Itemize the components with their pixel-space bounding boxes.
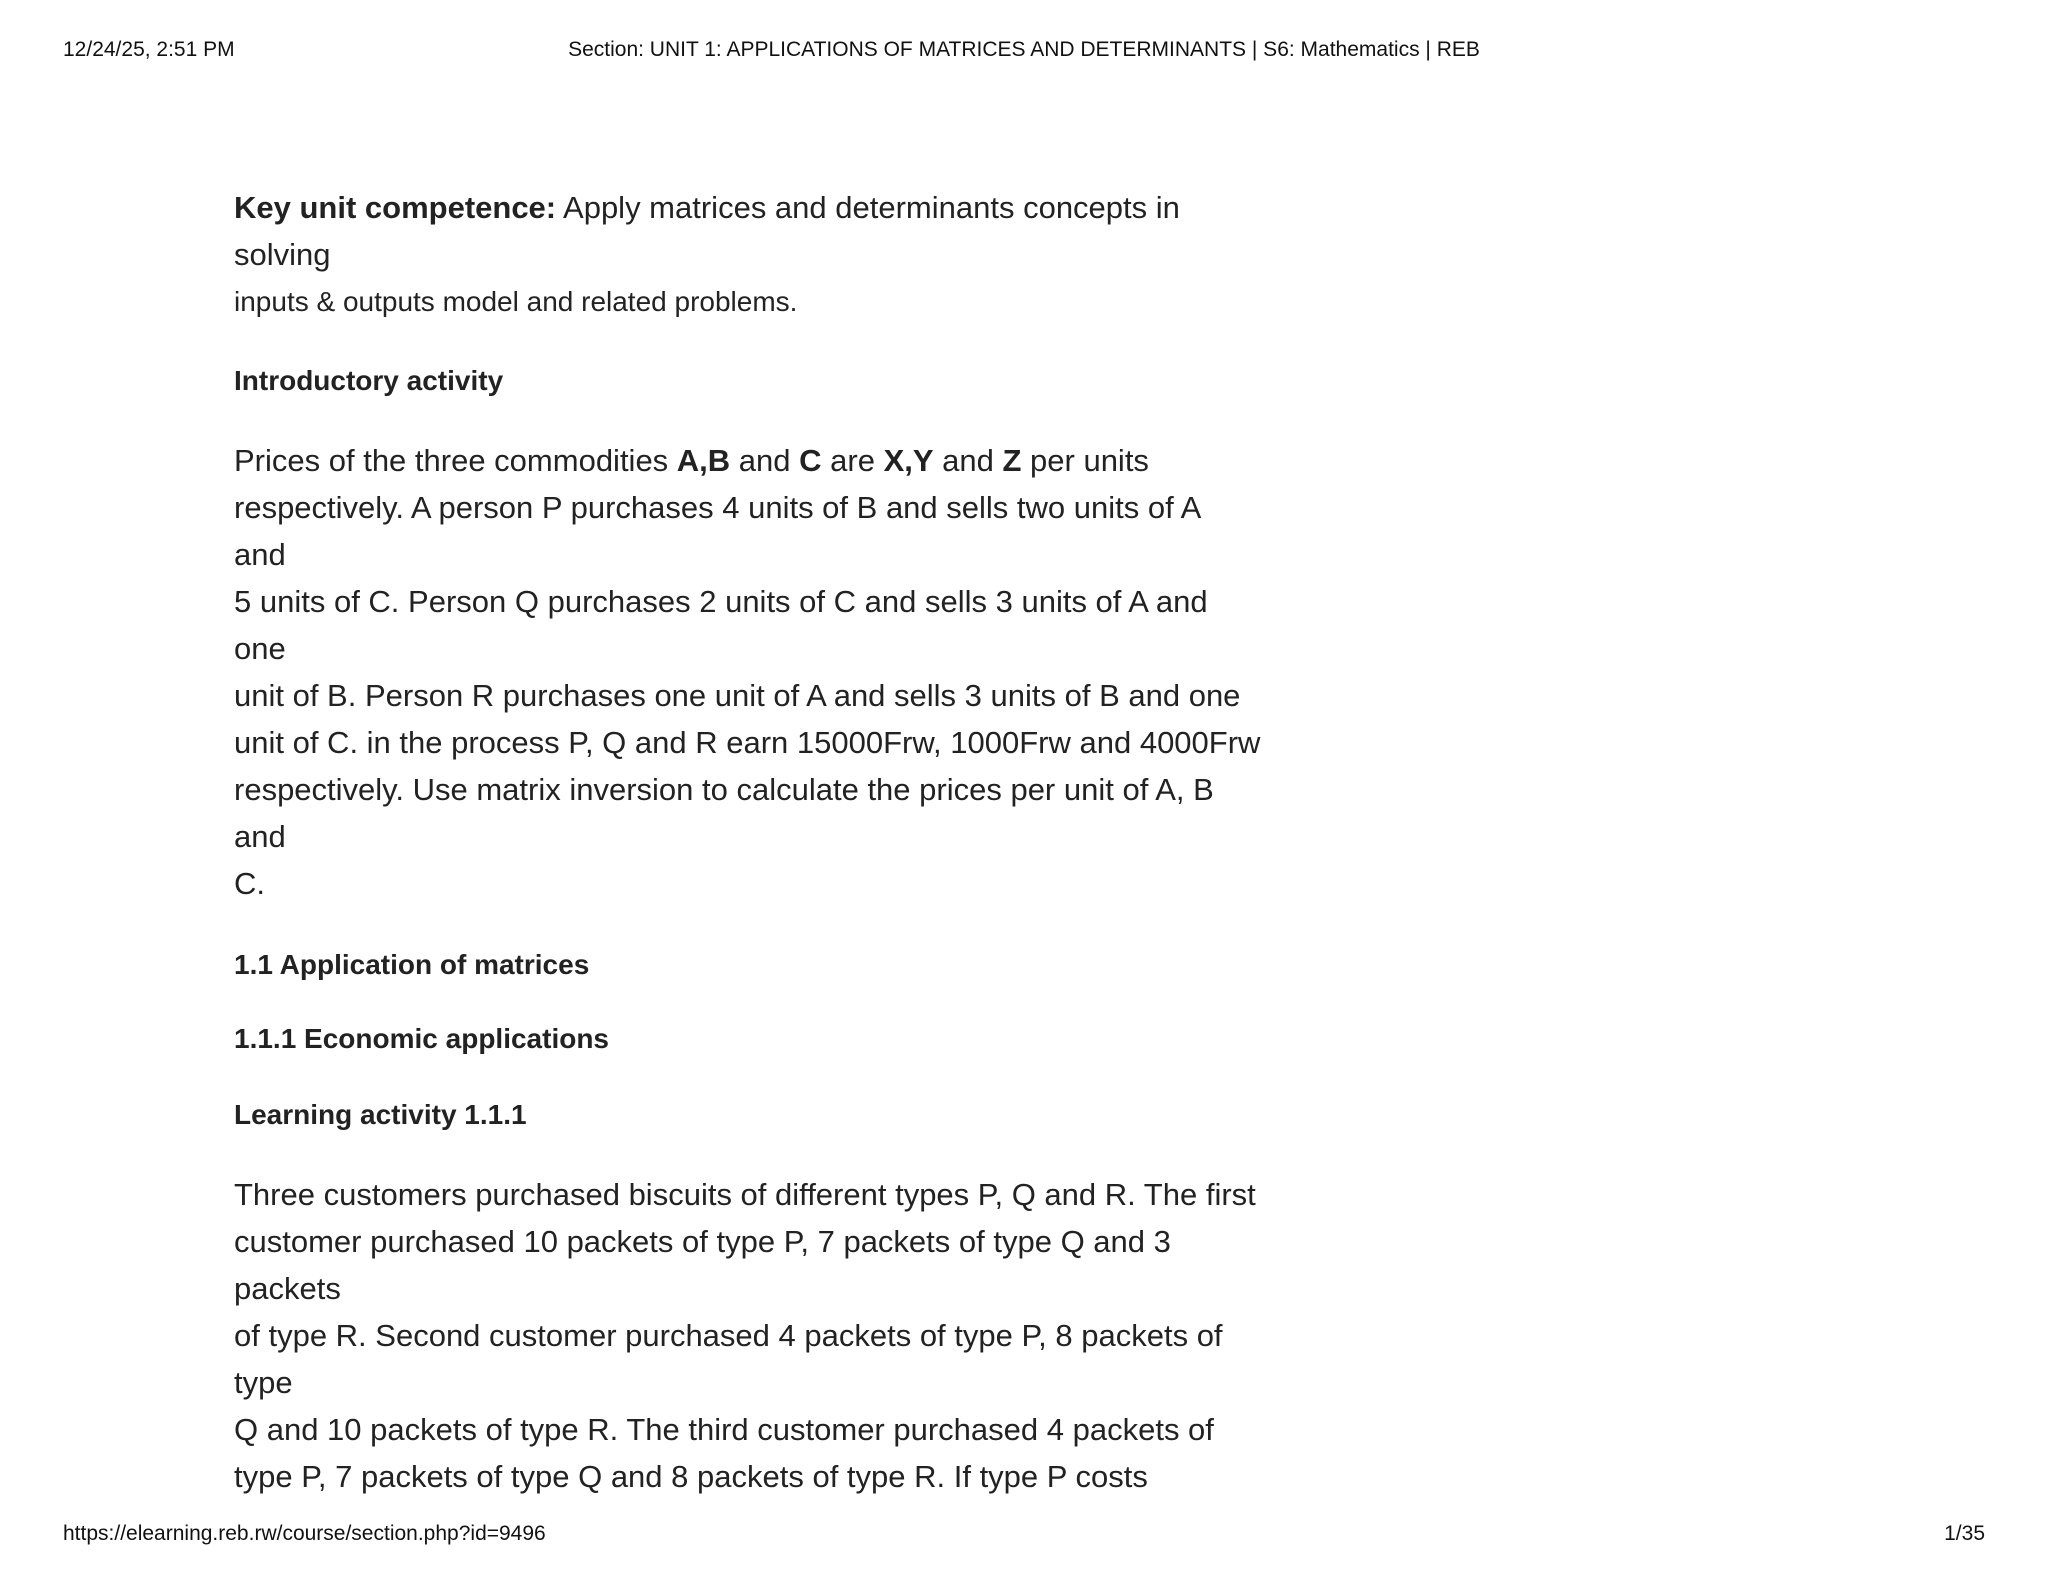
- intro-line: and: [234, 537, 286, 572]
- introductory-activity-text: [234, 437, 1264, 907]
- intro-line: respectively. Use matrix inversion to calculate the prices per unit of A, B: [234, 772, 1214, 807]
- activity-line: type: [234, 1365, 293, 1400]
- page-url: https://elearning.reb.rw/course/section.php?id=9496: [63, 1522, 546, 1545]
- intro-bold-z: Z: [1002, 443, 1022, 478]
- print-date: 12/24/25, 2:51 PM: [63, 38, 235, 61]
- learning-activity-heading: Learning activity 1.1.1: [234, 1099, 527, 1130]
- page-title: Section: UNIT 1: APPLICATIONS OF MATRICES AND DETERMINANTS | S6: Mathematics | REB: [568, 38, 1480, 61]
- activity-line: customer purchased 10 packets of type P, 7 packets of type Q and 3: [234, 1224, 1171, 1259]
- section-heading: 1.1 Application of matrices: [234, 949, 590, 980]
- intro-line: C.: [234, 866, 265, 901]
- intro-text: Prices of the three commodities: [234, 443, 677, 478]
- intro-line: unit of B. Person R purchases one unit of A and sells 3 units of B and one: [234, 678, 1241, 713]
- intro-bold-ab: A,B: [676, 443, 731, 478]
- activity-line: packets: [234, 1271, 341, 1306]
- intro-line: 5 units of C. Person Q purchases 2 units of C and sells 3 units of A and: [234, 584, 1208, 619]
- intro-text: and: [730, 443, 800, 478]
- print-header: [63, 38, 1985, 68]
- intro-text: per units: [1021, 443, 1149, 478]
- activity-line: type P, 7 packets of type Q and 8 packets of type R. If type P costs: [234, 1459, 1148, 1494]
- activity-line: of type R. Second customer purchased 4 packets of type P, 8 packets of: [234, 1318, 1223, 1353]
- intro-line: unit of C. in the process P, Q and R earn 15000Frw, 1000Frw and 4000Frw: [234, 725, 1261, 760]
- subsection-heading: 1.1.1 Economic applications: [234, 1023, 610, 1054]
- intro-text: and: [933, 443, 1003, 478]
- competence-label: Key unit competence:: [234, 190, 557, 225]
- competence-text-2: solving: [234, 237, 331, 272]
- competence-text-3: inputs & outputs model and related problems.: [234, 286, 798, 317]
- intro-line: and: [234, 819, 286, 854]
- introductory-activity-heading: Introductory activity: [234, 365, 504, 396]
- learning-activity-text: [234, 1171, 1264, 1500]
- print-footer: [63, 1522, 1985, 1552]
- intro-text: are: [821, 443, 884, 478]
- key-unit-competence: [234, 184, 1264, 325]
- intro-line: respectively. A person P purchases 4 units of B and sells two units of A: [234, 490, 1202, 525]
- activity-line: Q and 10 packets of type R. The third customer purchased 4 packets of: [234, 1412, 1214, 1447]
- main-content: [234, 184, 1264, 1500]
- activity-line: Three customers purchased biscuits of different types P, Q and R. The first: [234, 1177, 1256, 1212]
- intro-line: one: [234, 631, 286, 666]
- intro-bold-c: C: [799, 443, 822, 478]
- page-number: 1/35: [1944, 1522, 1985, 1545]
- competence-text-1: Apply matrices and determinants concepts in: [556, 190, 1180, 225]
- intro-bold-xy: X,Y: [883, 443, 934, 478]
